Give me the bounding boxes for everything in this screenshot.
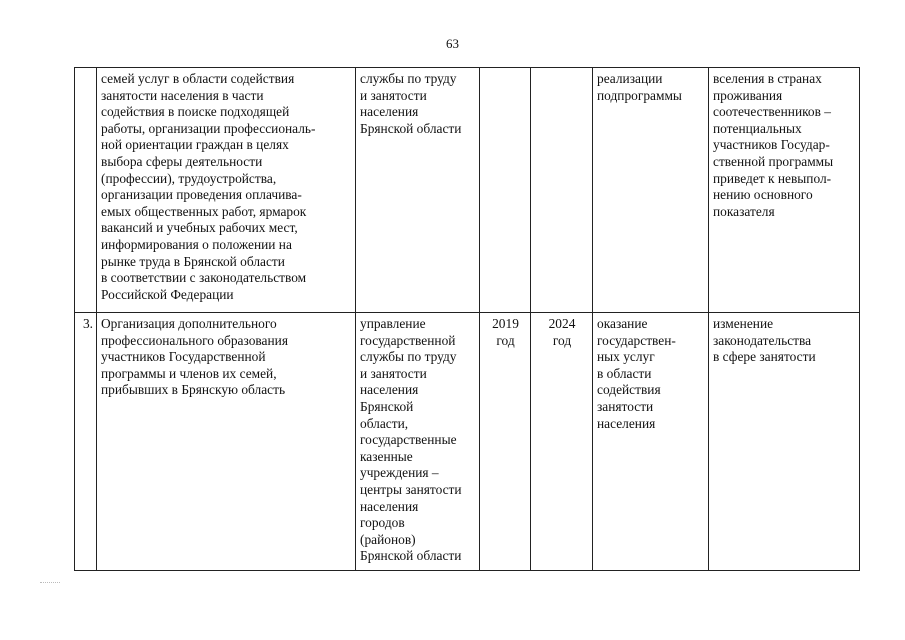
measures-table: [74, 67, 860, 571]
scan-artifact: [40, 582, 60, 585]
expected-result-cell: оказание государствен- ных услуг в области содействия занятости населения: [593, 313, 709, 571]
start-year-cell: [480, 68, 531, 313]
expected-result-cell: реализации подпрограммы: [593, 68, 709, 313]
executor-cell: службы по труду и занятости населения Брянской области: [356, 68, 480, 313]
start-year-cell: 2019 год: [480, 313, 531, 571]
measure-cell: семей услуг в области содействия занятости населения в части содействия в поиске подходящей работы, организации профессиональ- ной ориентации граждан в целях выбора сферы деятельности (профессии), трудоустройства, организации проведения оплачива- емых общественных работ, ярмарок вакансий и учебных рабочих мест, информирования о положении на рынке труда в Брянской области в соответствии с законодательством Российской Федерации: [97, 68, 356, 313]
consequence-cell: вселения в странах проживания соотечественников – потенциальных участников Государ- ственной программы приведет к невыпол- нению основного показателя: [709, 68, 860, 313]
row-number-cell: 3.: [75, 313, 97, 571]
end-year-cell: 2024 год: [531, 313, 593, 571]
row-number-cell: [75, 68, 97, 313]
consequence-cell: изменение законодательства в сфере занятости: [709, 313, 860, 571]
table-row: [75, 68, 860, 313]
page-number: 63: [446, 36, 459, 51]
measure-cell: Организация дополнительного профессионального образования участников Государственной программы и членов их семей, прибывших в Брянскую область: [97, 313, 356, 571]
executor-cell: управление государственной службы по труду и занятости населения Брянской области, государственные казенные учреждения – центры занятости населения городов (районов) Брянской области: [356, 313, 480, 571]
end-year-cell: [531, 68, 593, 313]
table-row: [75, 313, 860, 571]
